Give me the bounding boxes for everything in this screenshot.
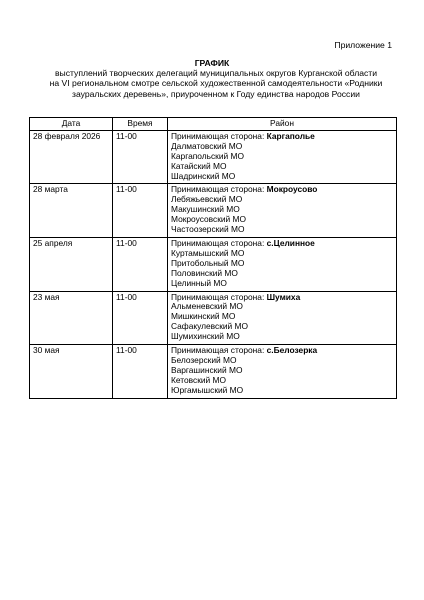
table-row: [30, 184, 397, 238]
table-row: [30, 237, 397, 291]
table-row: [30, 291, 397, 345]
area-cell: [168, 130, 397, 184]
district-item: Сафакулевский МО: [171, 321, 249, 332]
district-item: Лебяжьевский МО: [171, 194, 243, 205]
host-prefix: Принимающая сторона:: [171, 130, 267, 141]
host-name: с.Белозерка: [266, 345, 318, 356]
host-prefix: Принимающая сторона:: [171, 291, 267, 302]
subtitle-line: выступлений творческих делегаций муниципальных округов Курганской области: [54, 68, 378, 78]
area-cell: [168, 345, 397, 399]
date-cell: 30 мая: [30, 345, 113, 399]
district-item: Юргамышский МО: [171, 384, 244, 395]
column-header-date: Дата: [30, 118, 113, 131]
district-item: Половинский МО: [171, 267, 238, 278]
document-title: ГРАФИК: [194, 58, 230, 68]
area-cell: [168, 291, 397, 345]
column-header-area: Район: [168, 118, 397, 131]
host-name: Шумиха: [266, 291, 301, 302]
host-name: с.Целинное: [266, 237, 315, 248]
area-cell: [168, 184, 397, 238]
time-cell: 11-00: [113, 130, 168, 184]
time-cell: 11-00: [113, 291, 168, 345]
host-name: Мокроусово: [266, 184, 318, 195]
appendix-label: Приложение 1: [334, 40, 392, 50]
time-cell: 11-00: [113, 184, 168, 238]
time-cell: 11-00: [113, 237, 168, 291]
district-item: Целинный МО: [171, 277, 227, 288]
column-header-time: Время: [113, 118, 168, 131]
table-row: [30, 345, 397, 399]
date-cell: 25 апреля: [30, 237, 113, 291]
host-prefix: Принимающая сторона:: [171, 184, 267, 195]
district-item: Белозерский МО: [171, 354, 237, 365]
area-cell: [168, 237, 397, 291]
time-cell: 11-00: [113, 345, 168, 399]
date-cell: 28 марта: [30, 184, 113, 238]
district-item: Варгашинский МО: [171, 364, 243, 375]
district-item: Далматовский МО: [171, 140, 243, 151]
district-item: Катайский МО: [171, 160, 227, 171]
table-header-row: [30, 118, 397, 131]
subtitle-line: зауральских деревень», приуроченном к Году единства народов России: [72, 88, 360, 99]
district-item: Шадринский МО: [171, 170, 236, 181]
host-prefix: Принимающая сторона:: [171, 237, 267, 248]
district-item: Каргапольский МО: [171, 150, 245, 161]
district-item: Куртамышский МО: [171, 247, 245, 258]
schedule-table: [29, 117, 397, 399]
district-item: Частоозерский МО: [171, 224, 245, 235]
district-item: Шумихинский МО: [171, 331, 240, 342]
district-item: Кетовский МО: [171, 374, 227, 385]
document-subtitle: [48, 68, 384, 99]
district-item: Притобольный МО: [171, 257, 245, 268]
host-prefix: Принимающая сторона:: [171, 345, 267, 356]
district-item: Макушинский МО: [171, 204, 240, 215]
district-item: Мишкинский МО: [171, 311, 236, 322]
district-item: Мокроусовский МО: [171, 214, 247, 225]
district-item: Альменевский МО: [171, 301, 243, 312]
date-cell: 28 февраля 2026: [30, 130, 113, 184]
subtitle-line: на VI региональном смотре сельской художественной самодеятельности «Родники: [49, 78, 383, 89]
date-cell: 23 мая: [30, 291, 113, 345]
table-row: [30, 130, 397, 184]
host-name: Каргаполье: [266, 130, 315, 141]
